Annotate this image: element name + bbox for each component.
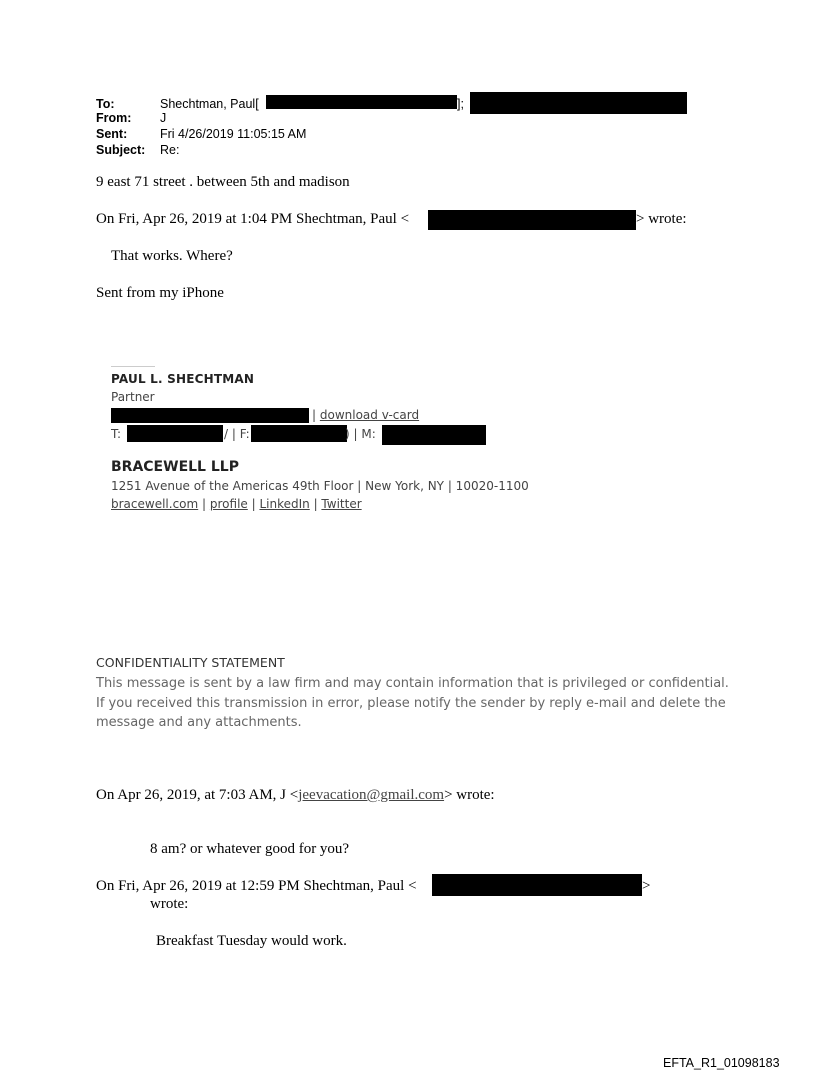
quote-header-2-suffix: > wrote: <box>444 787 495 803</box>
sender-email-link[interactable]: jeevacation@gmail.com <box>298 787 445 803</box>
redaction-sig-email <box>111 408 309 423</box>
message-text-2: 8 am? or whatever good for you? <box>150 841 350 857</box>
quote-header-3-wrote: wrote: <box>150 896 189 912</box>
document-id: EFTA_R1_01098183 <box>663 1056 780 1070</box>
link-sep-2: | <box>247 497 260 511</box>
signature-title: Partner <box>111 390 155 404</box>
signature-name: PAUL L. SHECHTMAN <box>111 372 255 386</box>
confidentiality-title: CONFIDENTIALITY STATEMENT <box>96 655 285 670</box>
redaction-to-email <box>266 95 457 109</box>
redaction-quote1-email <box>428 210 636 230</box>
bracewell-link[interactable]: bracewell.com <box>111 497 199 511</box>
sent-label: Sent: <box>96 127 128 141</box>
to-bracket-close: ]; <box>457 97 464 111</box>
subject-value: Re: <box>160 143 180 157</box>
redaction-fax <box>251 425 347 442</box>
from-label: From: <box>96 111 132 125</box>
fax-label: / | F: <box>224 427 250 441</box>
vcard-row <box>312 408 419 422</box>
reply-text-1: That works. Where? <box>111 248 233 264</box>
sent-value: Fri 4/26/2019 11:05:15 AM <box>160 127 307 141</box>
vcard-separator: | <box>312 408 320 422</box>
firm-links <box>111 497 362 511</box>
firm-name: BRACEWELL LLP <box>111 459 239 475</box>
firm-address: 1251 Avenue of the Americas 49th Floor | New York, NY | 10020-1100 <box>111 479 529 493</box>
message-line-address: 9 east 71 street . between 5th and madison <box>96 174 350 190</box>
download-vcard-link[interactable]: download v-card <box>319 408 420 422</box>
redaction-quote3-email <box>432 874 642 896</box>
to-label: To: <box>96 97 115 111</box>
quote-header-1 <box>96 211 409 228</box>
signature-divider <box>111 366 155 367</box>
mobile-label: ) | M: <box>345 427 376 441</box>
message-text-3: Breakfast Tuesday would work. <box>156 933 347 949</box>
quote-header-3-suffix: > <box>642 878 651 894</box>
sent-from-line: Sent from my iPhone <box>96 285 224 301</box>
to-value: Shechtman, Paul[ <box>160 97 259 111</box>
quote-header-1-suffix: > wrote: <box>636 211 687 227</box>
phone-label: T: <box>111 427 122 441</box>
quote-header-1-prefix: On Fri, Apr 26, 2019 at 1:04 PM Shechtman, Paul < <box>96 211 410 227</box>
redaction-mobile <box>382 425 486 445</box>
quote-header-3-prefix: On Fri, Apr 26, 2019 at 12:59 PM Shechtman, Paul < <box>96 878 417 894</box>
link-sep-1: | <box>198 497 210 511</box>
redaction-phone <box>127 425 223 442</box>
subject-label: Subject: <box>96 143 146 157</box>
linkedin-link[interactable]: LinkedIn <box>259 497 310 511</box>
from-value: J <box>160 111 167 125</box>
quote-header-2 <box>96 787 495 804</box>
link-sep-3: | <box>309 497 322 511</box>
profile-link[interactable]: profile <box>209 497 248 511</box>
confidentiality-text: This message is sent by a law firm and may contain information that is privileged or confidential. If you received this transmission in error, please notify the sender by reply e-mail and delete the message and any attachments. <box>96 676 729 730</box>
redaction-to-extra <box>470 92 687 114</box>
twitter-link[interactable]: Twitter <box>321 497 362 511</box>
quote-header-2-prefix: On Apr 26, 2019, at 7:03 AM, J < <box>96 787 299 803</box>
